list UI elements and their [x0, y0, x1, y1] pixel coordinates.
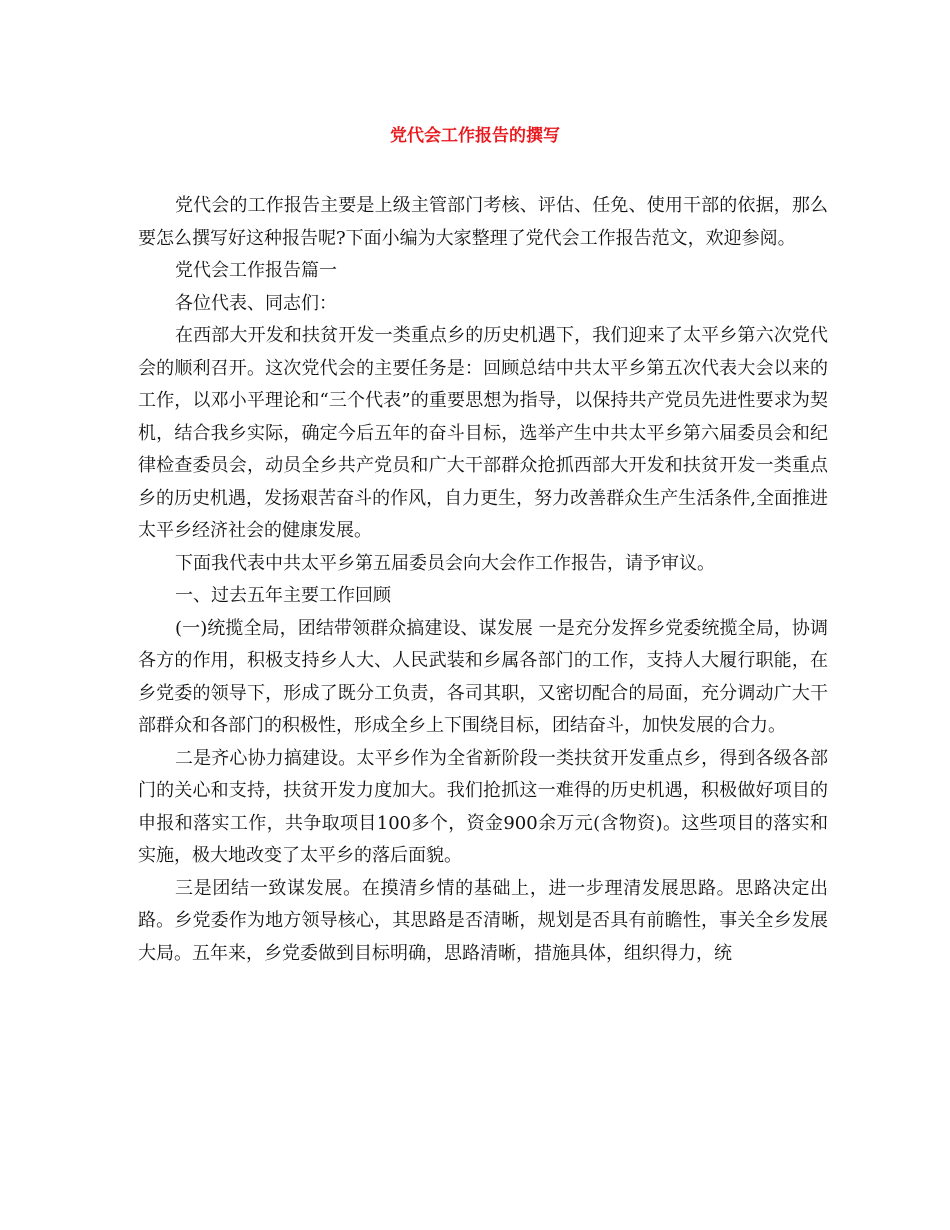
document-body: [138, 190, 828, 970]
paragraph-item-one: (一)统揽全局，团结带领群众搞建设、谋发展 一是充分发挥乡党委统揽全局，协调各方的作用，积极支持乡人大、人民武装和乡属各部门的工作，支持人大履行职能，在乡党委的领导下，形成了既分工负责，各司其职，又密切配合的局面，充分调动广大干部群众和各部门的积极性，形成全乡上下围绕目标，团结奋斗，加快发展的合力。: [138, 617, 828, 736]
paragraph-intro: 党代会的工作报告主要是上级主管部门考核、评估、任免、使用干部的依据，那么要怎么撰写好这种报告呢?下面小编为大家整理了党代会工作报告范文，欢迎参阅。: [138, 195, 828, 249]
paragraph-section-heading: 党代会工作报告篇一: [175, 260, 337, 281]
document-title: 党代会工作报告的撰写: [390, 126, 560, 146]
paragraph-item-two: 二是齐心协力搞建设。太平乡作为全省新阶段一类扶贫开发重点乡，得到各级各部门的关心和支持，扶贫开发力度加大。我们抢抓这一难得的历史机遇，积极做好项目的申报和落实工作，共争取项目100多个，资金900余万元(含物资)。这些项目的落实和实施，极大地改变了太平乡的落后面貌。: [138, 747, 828, 866]
paragraph-opening: 在西部大开发和扶贫开发一类重点乡的历史机遇下，我们迎来了太平乡第六次党代会的顺利召开。这次党代会的主要任务是：回顾总结中共太平乡第五次代表大会以来的工作，以邓小平理论和“三个代表”的重要思想为指导，以保持共产党员先进性要求为契机，结合我乡实际，确定今后五年的奋斗目标，选举产生中共太平乡第六届委员会和纪律检查委员会，动员全乡共产党员和广大干部群众抢抓西部大开发和扶贫开发一类重点乡的历史机遇，发扬艰苦奋斗的作风，自力更生，努力改善群众生产生活条件,全面推进太平乡经济社会的健康发展。: [138, 325, 828, 541]
paragraph-review-heading: 一、过去五年主要工作回顾: [175, 585, 391, 606]
paragraph-item-three: 三是团结一致谋发展。在摸清乡情的基础上，进一步理清发展思路。思路决定出路。乡党委作为地方领导核心，其思路是否清晰，规划是否具有前瞻性，事关全乡发展大局。五年来，乡党委做到目标明确，思路清晰，措施具体，组织得力，统: [138, 877, 828, 964]
paragraph-salutation: 各位代表、同志们：: [175, 292, 337, 314]
paragraph-report-statement: 下面我代表中共太平乡第五届委员会向大会作工作报告，请予审议。: [175, 552, 715, 574]
